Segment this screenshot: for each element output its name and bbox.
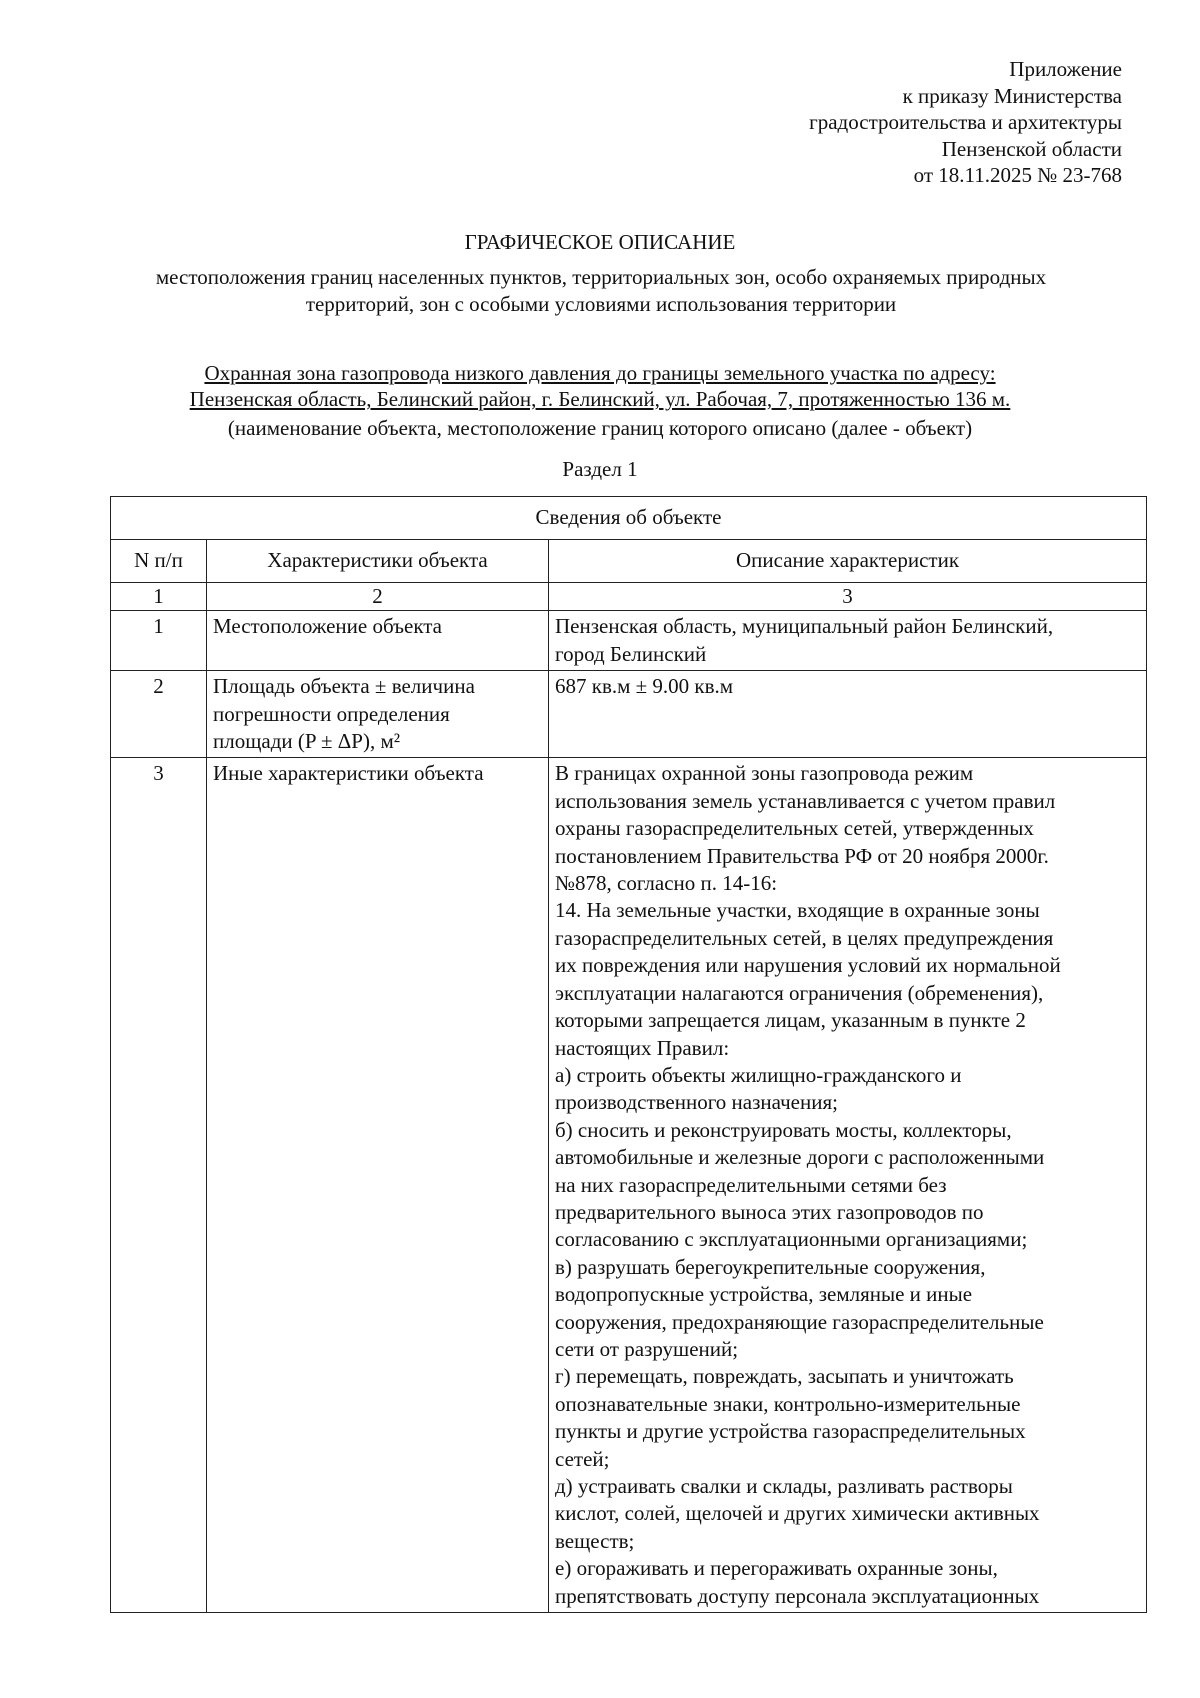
description-line: использования земель устанавливается с учетом правил: [555, 788, 1056, 813]
description-line: постановлением Правительства РФ от 20 ноября 2000г.: [555, 843, 1049, 868]
row-number: 1: [111, 611, 207, 671]
description-line: эксплуатации налагаются ограничения (обременения),: [555, 980, 1044, 1005]
description-line: сетей;: [555, 1446, 610, 1471]
subtitle-line: местоположения границ населенных пунктов, территориальных зон, особо охраняемых природных: [155, 265, 1047, 289]
section-title: Раздел 1: [562, 457, 638, 481]
description-line: сооружения, предохраняющие газораспределительные: [555, 1309, 1044, 1334]
header-description: Описание характеристик: [549, 540, 1147, 583]
characteristic-line: площади (P ± ΔP), м²: [213, 729, 401, 754]
row-number: 2: [111, 671, 207, 758]
header-characteristic: Характеристики объекта: [207, 540, 549, 583]
row-characteristic: Иные характеристики объекта: [207, 758, 549, 1613]
description-line: автомобильные и железные дороги с расположенными: [555, 1145, 1045, 1170]
header-num: N п/п: [111, 540, 207, 583]
description-line: их повреждения или нарушения условий их нормальной: [555, 953, 1061, 978]
description-line: В границах охранной зоны газопровода режим: [555, 761, 974, 786]
appendix-line: от 18.11.2025 № 23-768: [913, 163, 1122, 187]
table-row: [111, 758, 1147, 1613]
description-line: веществ;: [555, 1528, 635, 1553]
description-line: сети от разрушений;: [555, 1336, 739, 1361]
description-line: г) перемещать, повреждать, засыпать и уничтожать: [555, 1364, 1014, 1389]
description-line: 687 кв.м ± 9.00 кв.м: [555, 674, 734, 699]
description-line: Пензенская область, муниципальный район Белинский,: [555, 614, 1054, 639]
row-characteristic: [207, 671, 549, 758]
object-name-line: Пензенская область, Белинский район, г. Белинский, ул. Рабочая, 7, протяженностью 136 м.: [189, 387, 1011, 411]
row-description: [549, 671, 1147, 758]
description-line: опознавательные знаки, контрольно-измерительные: [555, 1391, 1021, 1416]
appendix-line: Приложение: [1009, 57, 1122, 81]
column-number: 2: [207, 583, 549, 611]
description-line: на них газораспределительными сетями без: [555, 1172, 947, 1197]
object-name: [0, 360, 1200, 412]
description-line: газораспределительных сетей, в целях предупреждения: [555, 925, 1054, 950]
table-caption: Сведения об объекте: [111, 497, 1147, 540]
description-line: е) огораживать и перегораживать охранные зоны,: [555, 1556, 998, 1581]
description-line: город Белинский: [555, 641, 707, 666]
row-characteristic: Местоположение объекта: [207, 611, 549, 671]
description-line: препятствовать доступу персонала эксплуатационных: [555, 1583, 1040, 1608]
document-title: ГРАФИЧЕСКОЕ ОПИСАНИЕ: [464, 230, 736, 254]
column-number: 1: [111, 583, 207, 611]
characteristic-line: Площадь объекта ± величина: [213, 674, 475, 699]
characteristic-line: погрешности определения: [213, 701, 450, 726]
row-number: 3: [111, 758, 207, 1613]
table-row: [111, 611, 1147, 671]
description-line: настоящих Правил:: [555, 1035, 730, 1060]
column-number: 3: [549, 583, 1147, 611]
description-line: водопропускные устройства, земляные и иные: [555, 1282, 973, 1307]
description-line: охраны газораспределительных сетей, утвержденных: [555, 816, 1034, 841]
table-row: [111, 671, 1147, 758]
appendix-line: к приказу Министерства: [902, 83, 1122, 108]
description-line: д) устраивать свалки и склады, разливать растворы: [555, 1474, 1013, 1498]
description-line: 14. На земельные участки, входящие в охранные зоны: [555, 898, 1040, 923]
subtitle-line: территорий, зон с особыми условиями использования территории: [305, 292, 897, 316]
description-line: производственного назначения;: [555, 1090, 838, 1115]
description-line: предварительного выноса этих газопроводов по: [555, 1199, 984, 1224]
description-line: в) разрушать берегоукрепительные сооружения,: [555, 1254, 986, 1279]
appendix-block: [809, 56, 1122, 189]
description-line: которыми запрещается лицам, указанным в пункте 2: [555, 1008, 1026, 1033]
row-description: [549, 611, 1147, 671]
object-name-line: Охранная зона газопровода низкого давления до границы земельного участка по адресу:: [204, 361, 996, 385]
description-line: б) сносить и реконструировать мосты, коллекторы,: [555, 1117, 1012, 1142]
appendix-line: Пензенской области: [941, 136, 1122, 161]
description-line: согласованию с эксплуатационными организациями;: [555, 1227, 1028, 1252]
object-info-table: [110, 496, 1147, 1613]
description-line: пункты и другие устройства газораспределительных: [555, 1419, 1026, 1444]
description-line: кислот, солей, щелочей и других химически активных: [555, 1501, 1040, 1526]
description-line: а) строить объекты жилищно-гражданского и: [555, 1062, 962, 1087]
description-line: №878, согласно п. 14-16:: [555, 871, 778, 896]
appendix-line: градостроительства и архитектуры: [809, 110, 1122, 134]
row-description: [549, 758, 1147, 1613]
object-caption: (наименование объекта, местоположение границ которого описано (далее - объект): [227, 416, 973, 440]
document-subtitle: [78, 264, 1124, 318]
